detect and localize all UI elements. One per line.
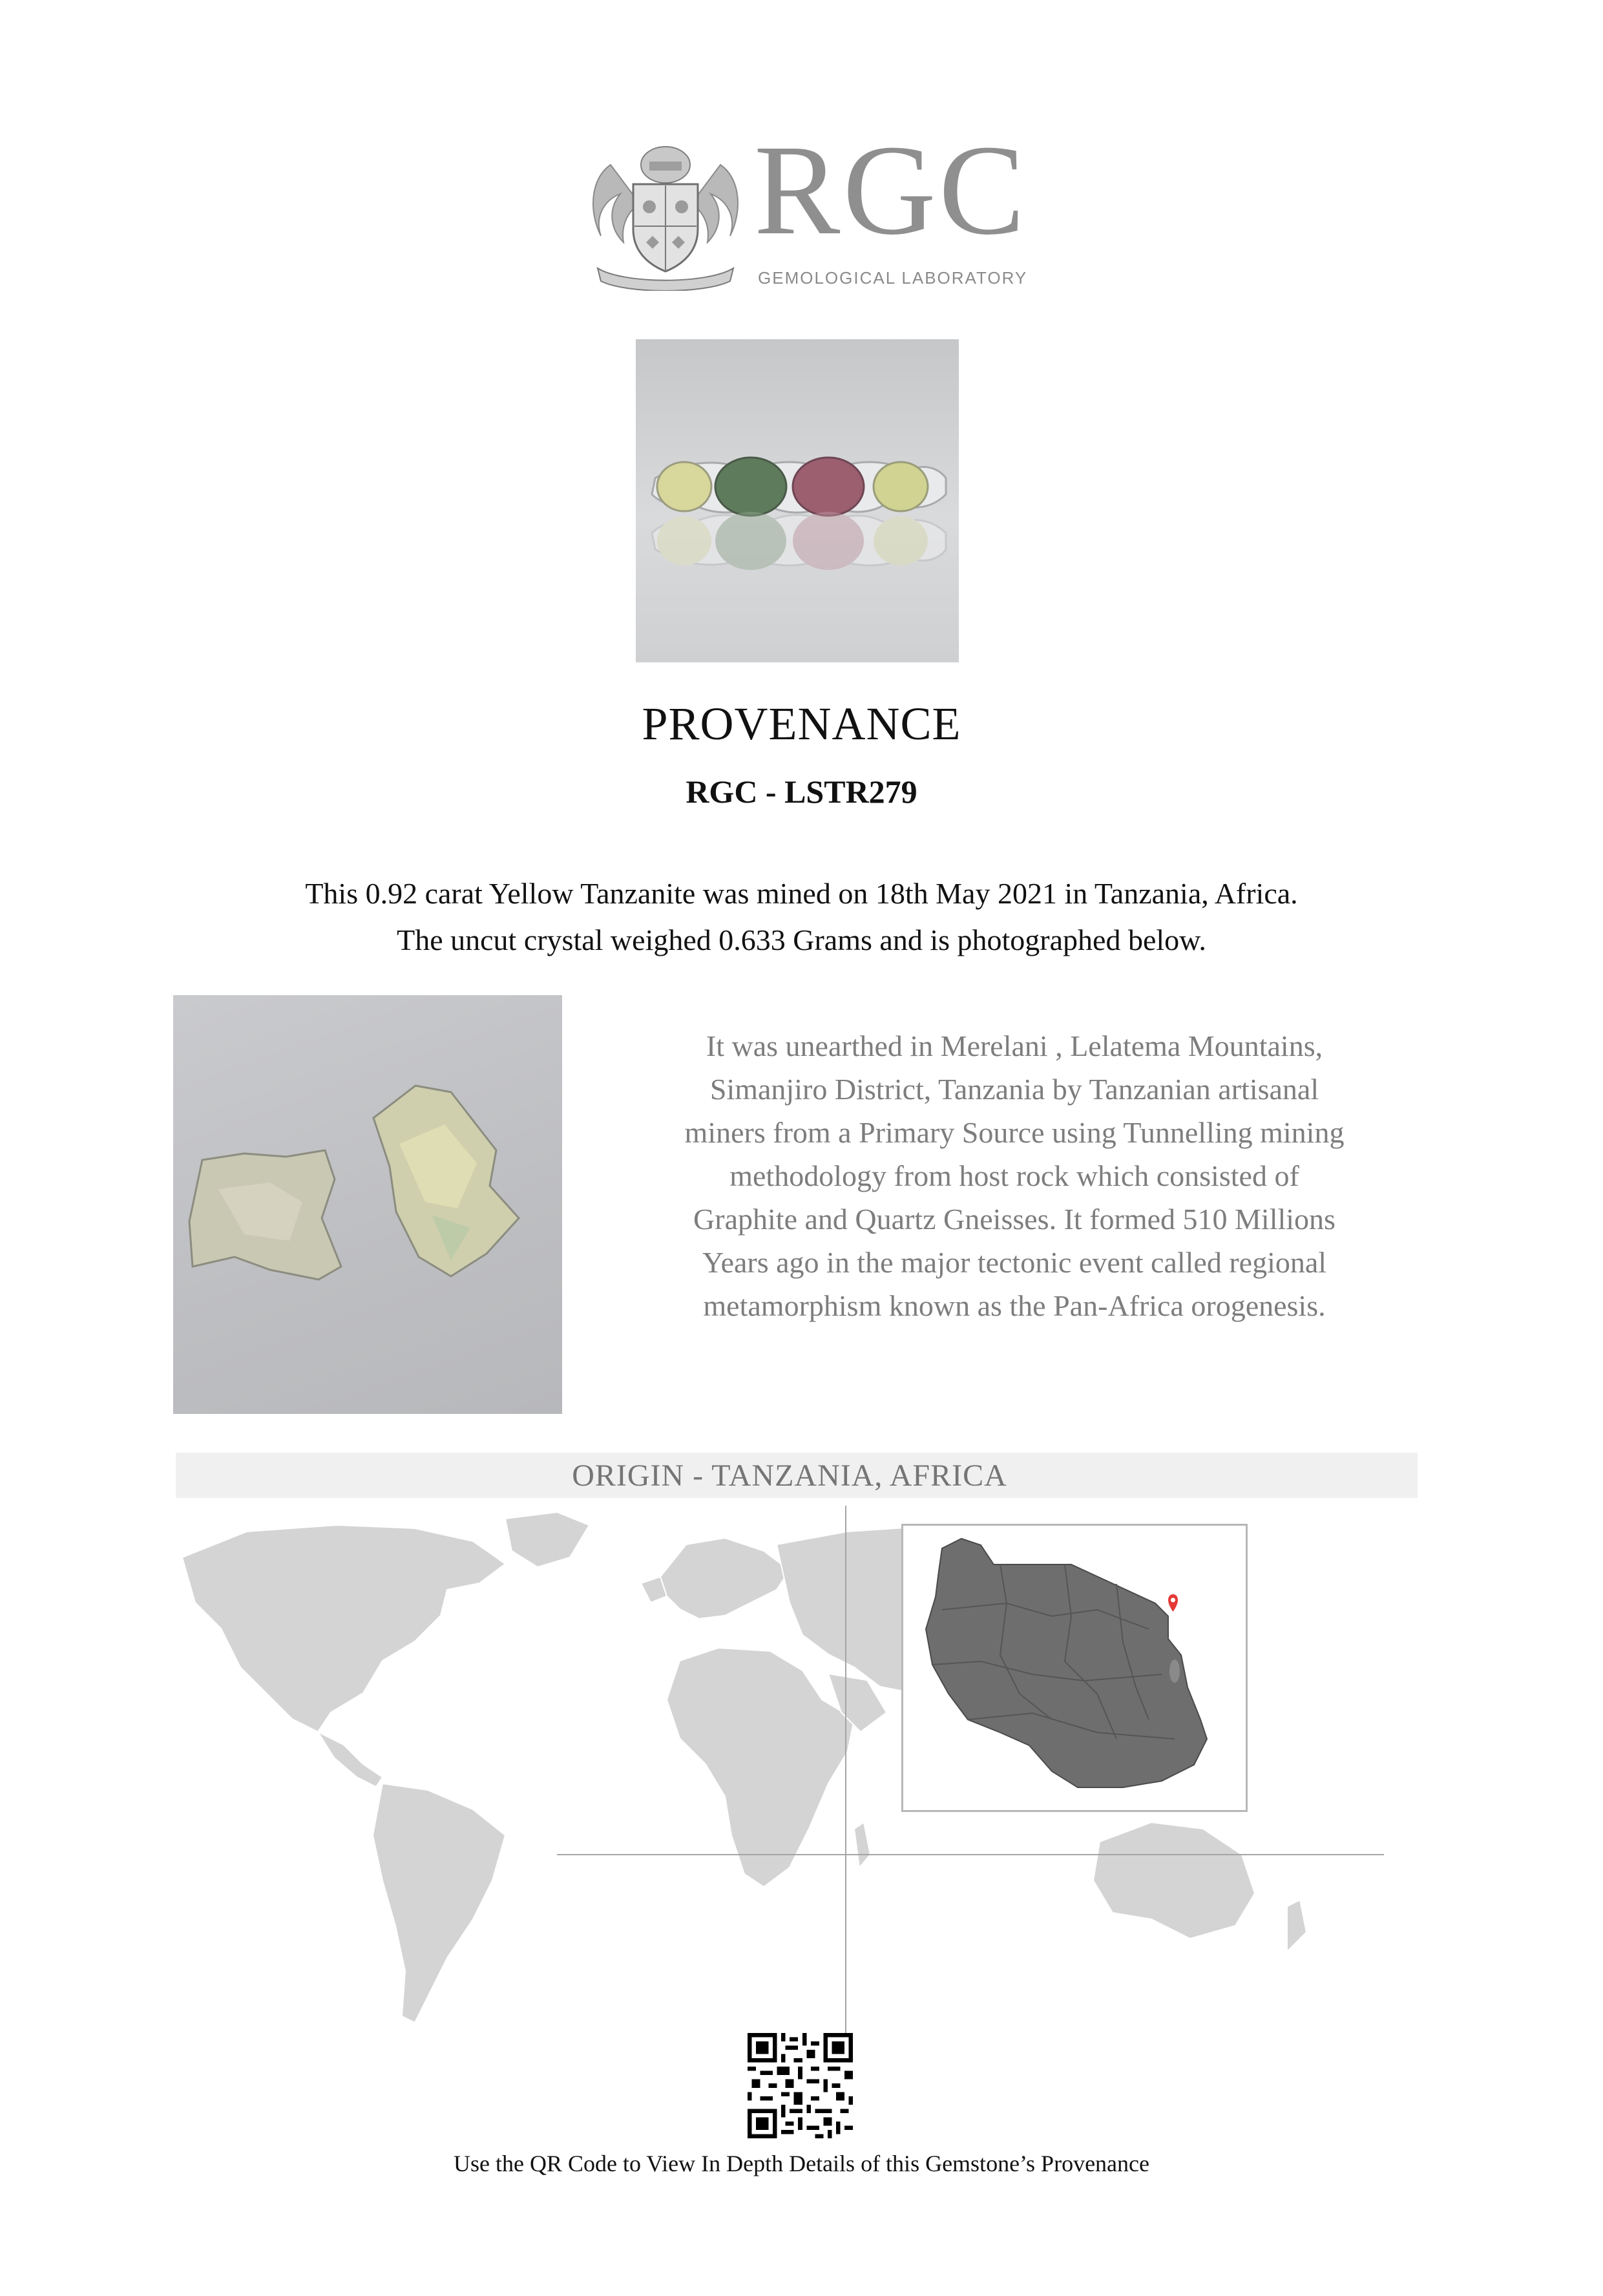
rough-crystal-photo [173, 995, 562, 1414]
geology-line: miners from a Primary Source using Tunnelling mining [684, 1116, 1345, 1149]
qr-code-icon[interactable] [748, 2033, 853, 2138]
logo-subtitle: GEMOLOGICAL LABORATORY [758, 268, 1028, 288]
origin-label: ORIGIN - TANZANIA, AFRICA [572, 1459, 1007, 1493]
intro-line: The uncut crystal weighed 0.633 Grams and is photographed below. [397, 923, 1206, 956]
ring-photo [636, 339, 959, 662]
logo-wordmark: RGC [754, 119, 1028, 262]
geology-line: Simanjiro District, Tanzania by Tanzanian artisanal [709, 1073, 1319, 1106]
tanzania-map [903, 1526, 1246, 1810]
rgc-logo [585, 119, 1028, 304]
location-pin-icon [1168, 1594, 1178, 1612]
rough-crystal-icon [173, 995, 562, 1414]
crest-icon [585, 139, 746, 291]
tanzania-inset-map [901, 1524, 1248, 1812]
geology-line: methodology from host rock which consisted of [729, 1159, 1299, 1192]
geology-line: Graphite and Quartz Gneisses. It formed 510 Millions [693, 1203, 1336, 1236]
page-title: PROVENANCE [642, 698, 961, 750]
qr-caption: Use the QR Code to View In Depth Details of this Gemstone’s Provenance [454, 2151, 1149, 2176]
intro-line: This 0.92 carat Yellow Tanzanite was mined on 18th May 2021 in Tanzania, Africa. [305, 877, 1298, 910]
geology-line: metamorphism known as the Pan-Africa orogenesis. [703, 1289, 1326, 1322]
report-id: RGC - LSTR279 [686, 774, 917, 810]
geology-line: Years ago in the major tectonic event called regional [702, 1246, 1327, 1279]
geology-paragraph [646, 1024, 1383, 1327]
tourmaline-ring-photo [636, 339, 959, 662]
geology-line: It was unearthed in Merelani , Lelatema Mountains, [706, 1029, 1323, 1062]
